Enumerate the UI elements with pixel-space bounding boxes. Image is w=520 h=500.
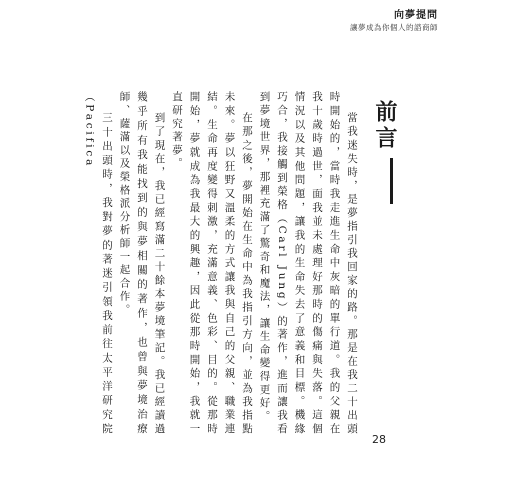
chapter-title: 前言 [372, 100, 398, 152]
paragraph-3: 到了現在，我已經寫滿二十餘本夢境筆記。我已經讀過幾乎所有我能找到的與夢相關的著作，也曾與夢境治療師、薩滿以及榮格派分析師一起合作。 [118, 91, 166, 436]
book-subtitle: 讓夢成為你個人的諮商師 [350, 22, 438, 32]
body-text [83, 91, 360, 436]
chapter-heading [370, 100, 400, 204]
book-title: 向夢提問 [394, 10, 438, 21]
paragraph-1: 當我迷失時，是夢指引我回家的路。那是在我二十出頭時開始的，當時我走進生命中灰暗的單行道。我的父親在我十歲時過世，面我並未處理好那時的傷痛與失落。這個情況以及其他問題，讓我的生命失去了意義和目標。機緣巧合，我接觸到榮格（Carl Jung）的著作，進而讓我看到夢境世界，那裡充滿了驚奇和魔法，讓生命變得更好。 [258, 91, 358, 436]
paragraph-4: 三十出頭時，我對夢的著迷引領我前往太平洋研究院（Pacifica [83, 91, 113, 436]
running-header [350, 10, 438, 32]
paragraph-2: 在那之後，夢開始在生命中為我指引方向，並為我指點未來。夢以狂野又溫柔的方式讓我與自己的父親、職業連結。生命再度變得刺激，充滿意義、色彩、目的。從那時開始，夢就成為我最大的興趣，因此從那時開始，我就一直研究著夢。 [171, 91, 253, 436]
page-number: 28 [372, 433, 386, 446]
chapter-rule [390, 158, 393, 204]
